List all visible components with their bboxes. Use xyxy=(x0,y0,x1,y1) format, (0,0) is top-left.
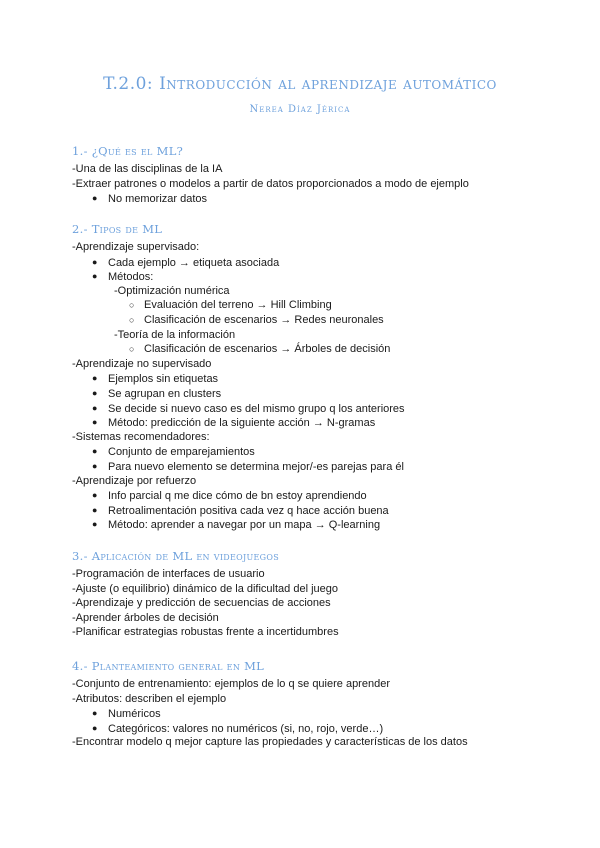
section-heading: 2.- Tipos de ML xyxy=(72,222,163,236)
bullet-icon: ● xyxy=(92,387,98,398)
bullet-icon: ● xyxy=(92,490,98,501)
text-line: -Encontrar modelo q mejor capture las propiedades y características de los datos xyxy=(72,736,468,749)
bullet-icon: ● xyxy=(92,402,98,413)
bullet-icon: ● xyxy=(92,193,98,204)
bullet-item: ● Método: predicción de la siguiente acción → N-gramas xyxy=(92,417,376,430)
text-line: -Sistemas recomendadores: xyxy=(72,430,210,443)
sub-heading-line: -Teoría de la información xyxy=(114,328,236,341)
bullet-item: ● Info parcial q me dice cómo de bn estoy aprendiendo xyxy=(92,490,367,503)
sub-bullet-item: ○ Clasificación de escenarios → Árboles de decisión xyxy=(129,343,391,356)
bullet-icon: ● xyxy=(92,504,98,515)
section-what-is-ml xyxy=(72,140,552,206)
bullet-item: ● Numéricos xyxy=(92,708,161,721)
sub-bullet-item: ○ Clasificación de escenarios → Redes neuronales xyxy=(129,313,384,326)
bullet-icon: ● xyxy=(92,519,98,530)
text-line: -Planificar estrategias robustas frente a incertidumbres xyxy=(72,626,339,639)
bullet-icon: ● xyxy=(92,446,98,457)
section-heading: 4.- Planteamiento general en ML xyxy=(72,659,265,673)
bullet-icon: ● xyxy=(92,373,98,384)
bullet-item: ● Para nuevo elemento se determina mejor/-es parejas para él xyxy=(92,460,404,473)
text-line: -Aprendizaje supervisado: xyxy=(72,241,200,253)
text-line: -Aprendizaje y predicción de secuencias de acciones xyxy=(72,597,331,610)
text-line: -Aprendizaje no supervisado xyxy=(72,357,212,370)
document-author: Nerea Díaz Jérica xyxy=(249,104,351,115)
bullet-item: ● Métodos: xyxy=(92,271,154,284)
circle-bullet-icon: ○ xyxy=(129,344,135,355)
sub-bullet-item: ○ Evaluación del terreno → Hill Climbing xyxy=(129,299,332,312)
section-heading: 3.- Aplicación de ML en videojuegos xyxy=(72,549,280,563)
section-ml-general xyxy=(72,655,552,750)
text-line: -Aprender árboles de decisión xyxy=(72,611,219,624)
text-line: -Conjunto de entrenamiento: ejemplos de lo q se quiere aprender xyxy=(72,678,390,690)
bullet-item: ● Retroalimentación positiva cada vez q hace acción buena xyxy=(92,504,389,517)
bullet-icon: ● xyxy=(92,460,98,471)
text-line: -Ajuste (o equilibrio) dinámico de la dificultad del juego xyxy=(72,582,338,595)
bullet-item: ● Cada ejemplo → etiqueta asociada xyxy=(92,256,280,269)
sub-heading-line: -Optimización numérica xyxy=(114,284,230,297)
bullet-icon: ● xyxy=(92,722,98,733)
circle-bullet-icon: ○ xyxy=(129,300,135,311)
bullet-item: ● Categóricos: valores no numéricos (si, no, rojo, verde…) xyxy=(92,722,384,735)
bullet-item: ● Se agrupan en clusters xyxy=(92,387,222,400)
text-line: -Programación de interfaces de usuario xyxy=(72,568,265,580)
text-line: -Extraer patrones o modelos a partir de datos proporcionados a modo de ejemplo xyxy=(72,177,469,190)
section-heading: 1.- ¿Qué es el ML? xyxy=(72,144,184,158)
bullet-icon: ● xyxy=(92,708,98,719)
circle-bullet-icon: ○ xyxy=(129,314,135,325)
document-title: T.2.0: Introducción al aprendizaje automático xyxy=(103,74,497,94)
bullet-icon: ● xyxy=(92,271,98,282)
bullet-item: ● Ejemplos sin etiquetas xyxy=(92,373,219,386)
text-line: -Una de las disciplinas de la IA xyxy=(72,163,223,175)
text-line: -Aprendizaje por refuerzo xyxy=(72,474,197,487)
bullet-icon: ● xyxy=(92,256,98,267)
section-ml-types xyxy=(72,218,552,532)
text-line: -Atributos: describen el ejemplo xyxy=(72,692,227,705)
bullet-item: ● No memorizar datos xyxy=(92,193,208,206)
bullet-item: ● Se decide si nuevo caso es del mismo grupo q los anteriores xyxy=(92,402,405,415)
bullet-item: ● Conjunto de emparejamientos xyxy=(92,446,255,459)
bullet-item: ● Método: aprender a navegar por un mapa → Q-learning xyxy=(92,519,381,532)
bullet-icon: ● xyxy=(92,417,98,428)
section-ml-videogames xyxy=(72,545,552,640)
